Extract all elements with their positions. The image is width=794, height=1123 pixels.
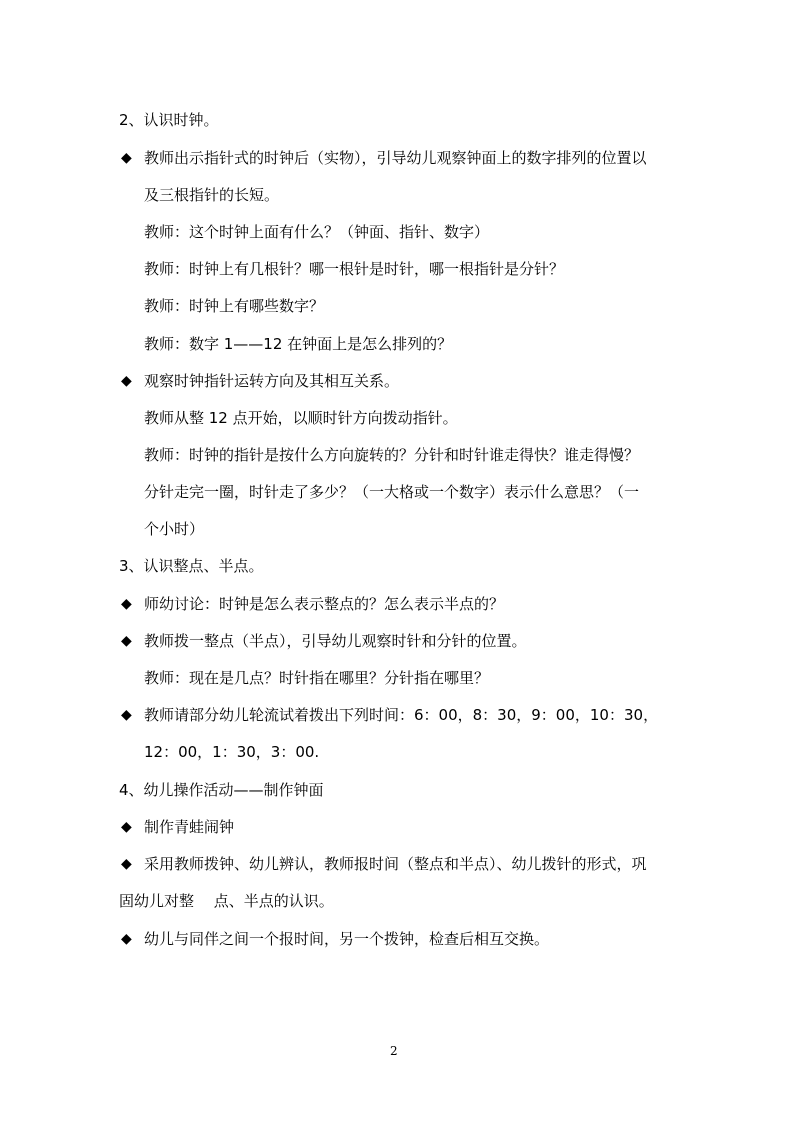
bullet-icon: ◆ (121, 931, 132, 947)
paragraph-line: 固幼儿对整 点、半点的认识。 (119, 892, 334, 910)
bullet-text: 观察时钟指针运转方向及其相互关系。 (144, 372, 400, 390)
bullet-text: 教师请部分幼儿轮流试着拨出下列时间：6：00，8：30，9：00，10：30， (144, 706, 659, 724)
paragraph-line: 12：00，1：30，3：00. (144, 743, 320, 761)
bullet-text: 教师出示指针式的时钟后（实物），引导幼儿观察钟面上的数字排列的位置以 (144, 149, 647, 167)
bullet-icon: ◆ (121, 856, 132, 872)
paragraph-line: 教师从整 12 点开始，以顺时针方向拨动指针。 (144, 409, 458, 427)
bullet-icon: ◆ (121, 819, 132, 835)
section-heading: 2、认识时钟。 (119, 111, 219, 129)
bullet-text: 教师拨一整点（半点），引导幼儿观察时针和分针的位置。 (144, 632, 527, 650)
bullet-icon: ◆ (121, 373, 132, 389)
bullet-icon: ◆ (121, 150, 132, 166)
paragraph-line: 个小时） (144, 520, 205, 538)
bullet-icon: ◆ (121, 633, 132, 649)
paragraph-line: 教师：数字 1——12 在钟面上是怎么排列的？ (144, 335, 453, 353)
bullet-text: 幼儿与同伴之间一个报时间，另一个拨钟，检查后相互交换。 (144, 930, 550, 948)
paragraph-line: 教师：时钟的指针是按什么方向旋转的？分针和时针谁走得快？谁走得慢？ (144, 446, 640, 464)
paragraph-line: 分针走完一圈，时针走了多少？（一大格或一个数字）表示什么意思？（一 (144, 483, 640, 501)
bullet-text: 师幼讨论：时钟是怎么表示整点的？怎么表示半点的？ (144, 595, 505, 613)
paragraph-line: 及三根指针的长短。 (144, 186, 280, 204)
section-heading: 4、幼儿操作活动——制作钟面 (119, 781, 324, 799)
paragraph-line: 教师：时钟上有几根针？哪一根针是时针，哪一根指针是分针？ (144, 260, 565, 278)
bullet-icon: ◆ (121, 596, 132, 612)
bullet-icon: ◆ (121, 707, 132, 723)
paragraph-line: 教师：这个时钟上面有什么？（钟面、指针、数字） (144, 223, 490, 241)
paragraph-line: 教师：时钟上有哪些数字？ (144, 297, 325, 315)
page-number: 2 (390, 1044, 398, 1058)
bullet-text: 采用教师拨钟、幼儿辨认，教师报时间（整点和半点）、幼儿拨针的形式，巩 (144, 855, 647, 873)
paragraph-line: 教师：现在是几点？时针指在哪里？分针指在哪里？ (144, 669, 490, 687)
section-heading: 3、认识整点、半点。 (119, 557, 264, 575)
bullet-text: 制作青蛙闹钟 (144, 818, 235, 836)
